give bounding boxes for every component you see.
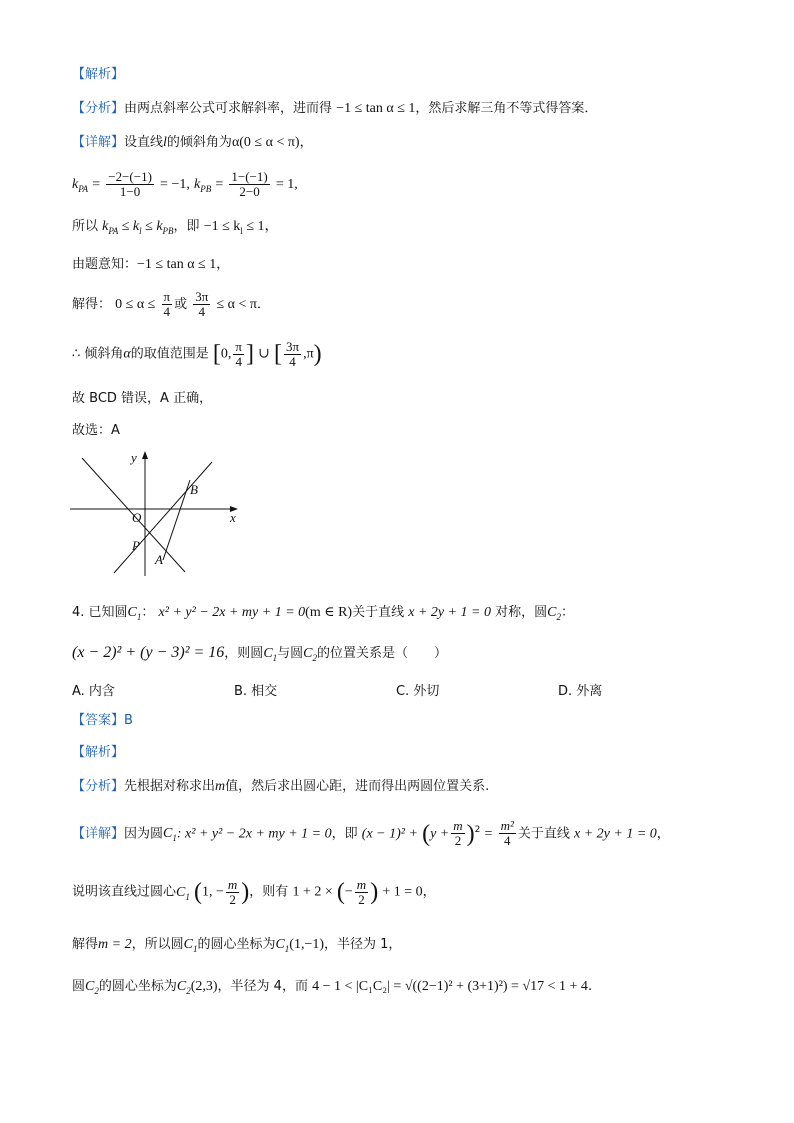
kpb-symbol: $k_{PB}$ bbox=[193, 177, 212, 194]
slope-line: $k_{PA}$ = $\frac{-2-(-1)}{1-0}$ = −1, $k_{PB}$ = $\frac{1-(-1)}{2-0}$ = 1, bbox=[72, 169, 298, 199]
point-a-label: A bbox=[155, 552, 163, 567]
distance-line: 圆$C_2$的圆心坐标为$C_2(2,3)$，半径为 4，而 4 − 1 < |C₁C₂| = √((2−1)² + (3+1)²) = √17 < 1 + 4. bbox=[72, 979, 593, 996]
center-line: 说明该直线过圆心$C_1$ (1, − $\frac{m}{2}$ )，则有 1 + 2 × (− $\frac{m}{2}$ ) + 1 = 0， bbox=[72, 876, 436, 907]
conclusion-line: 故 BCD 错误，A 正确， bbox=[72, 391, 213, 406]
circle2-equation: (x − 2)² + (y − 3)² = 16 bbox=[72, 644, 225, 661]
pi-over-4: $\frac{\pi}{4}$ bbox=[163, 289, 171, 319]
choice-line: 故选：A bbox=[72, 423, 120, 438]
analysis-text: 由两点斜率公式可求解斜率，进而得 bbox=[124, 101, 333, 116]
detail-tag: 【详解】 bbox=[72, 135, 125, 150]
point-b-label: B bbox=[190, 482, 198, 497]
detail-text: 设直线 bbox=[124, 135, 164, 150]
distance-inequality: 4 − 1 < |C₁C₂| = √((2−1)² + (3+1)²) = √17 < 1 + 4 bbox=[312, 979, 588, 994]
origin-label: O bbox=[132, 510, 142, 525]
option-a: A. 内含 bbox=[72, 684, 115, 699]
range-line: ∴ 倾斜角α的取值范围是 [0, $\frac{\pi}{4}$ ] ∪ [ $\frac{3\pi}{4}$ ,π) bbox=[72, 338, 322, 369]
kpb-result: = 1, bbox=[275, 177, 298, 192]
slope-chain: $k_{PA} \le k_l \le k_{PB}$ bbox=[102, 219, 174, 236]
q4-stem-line2: (x − 2)² + (y − 3)² = 16，则圆$C_1$与圆$C_2$的位置关系是（ ） bbox=[72, 644, 448, 663]
symmetry-line: x + 2y + 1 = 0 bbox=[408, 605, 492, 620]
kpa-symbol: $k_{PA}$ bbox=[72, 177, 89, 194]
three-pi-over-4: $\frac{3\pi}{4}$ bbox=[195, 289, 209, 319]
tan-inequality: −1 ≤ tan α ≤ 1 bbox=[137, 257, 217, 272]
circle1-equation: x² + y² − 2x + my + 1 = 0 bbox=[158, 605, 306, 620]
analysis-heading-2: 【解析】 bbox=[72, 745, 125, 760]
kpb-fraction: $\frac{1-(-1)}{2-0}$ bbox=[231, 169, 268, 199]
segment-ab bbox=[163, 480, 190, 560]
kpa-result: = −1, bbox=[160, 177, 190, 192]
x-label: x bbox=[230, 510, 236, 525]
y-axis-arrow bbox=[142, 451, 148, 459]
analysis-line-2: 【分析】先根据对称求出m值，然后求出圆心距，进而得出两圆位置关系. bbox=[72, 779, 490, 794]
analysis-heading: 【解析】 bbox=[72, 67, 125, 82]
coordinate-figure bbox=[68, 448, 248, 578]
detail-line bbox=[72, 134, 313, 152]
condition-line: 由题意知：−1 ≤ tan α ≤ 1， bbox=[72, 257, 230, 272]
y-label: y bbox=[131, 450, 137, 465]
slope-bound: $-1 \le k_l \le 1$， bbox=[203, 219, 279, 236]
answer-line: 【答案】B bbox=[72, 713, 133, 728]
analysis-inequality: −1 ≤ tan α ≤ 1 bbox=[336, 101, 416, 116]
detail-line-2: 【详解】因为圆$C_1$: x² + y² − 2x + my + 1 = 0，即 (x − 1)² + (y + $\frac{m}{2}$ )$^2$ = $\frac{\text{m²}}{4}$ 关于直线 x + 2y + 1 = 0， bbox=[72, 818, 670, 849]
line-l: l bbox=[163, 135, 167, 150]
kpa-fraction: $\frac{-2-(-1)}{1-0}$ bbox=[108, 169, 152, 199]
option-c: C. 外切 bbox=[396, 684, 440, 699]
option-b: B. 相交 bbox=[234, 684, 278, 699]
option-d: D. 外离 bbox=[558, 684, 603, 699]
point-p-label: P bbox=[132, 538, 140, 553]
line-two bbox=[114, 462, 212, 573]
therefore-slope-line: 所以 $k_{PA} \le k_l \le k_{PB}$，即 $-1 \le k_l \le 1$， bbox=[72, 219, 279, 236]
incline-range: α(0 ≤ α < π) bbox=[231, 135, 300, 150]
q4-stem-line1: 4. 已知圆$C_1$： x² + y² − 2x + my + 1 = 0(m ∈ R)关于直线 x + 2y + 1 = 0 对称，圆$C_2$： bbox=[72, 605, 575, 622]
solution-line: 解得： 0 ≤ α ≤ $\frac{\pi}{4}$ 或 $\frac{3\pi}{4}$ ≤ α < π． bbox=[72, 289, 270, 319]
analysis-tag: 【分析】 bbox=[72, 101, 125, 116]
analysis-line bbox=[72, 100, 597, 118]
comma: ， bbox=[299, 135, 313, 150]
solve-m-line: 解得m = 2，所以圆$C_1$的圆心坐标为$C_1(1,-1)$，半径为 1， bbox=[72, 937, 402, 954]
incline-text: 的倾斜角为 bbox=[166, 135, 232, 150]
analysis-text-end: ，然后求解三角不等式得答案． bbox=[415, 101, 598, 116]
